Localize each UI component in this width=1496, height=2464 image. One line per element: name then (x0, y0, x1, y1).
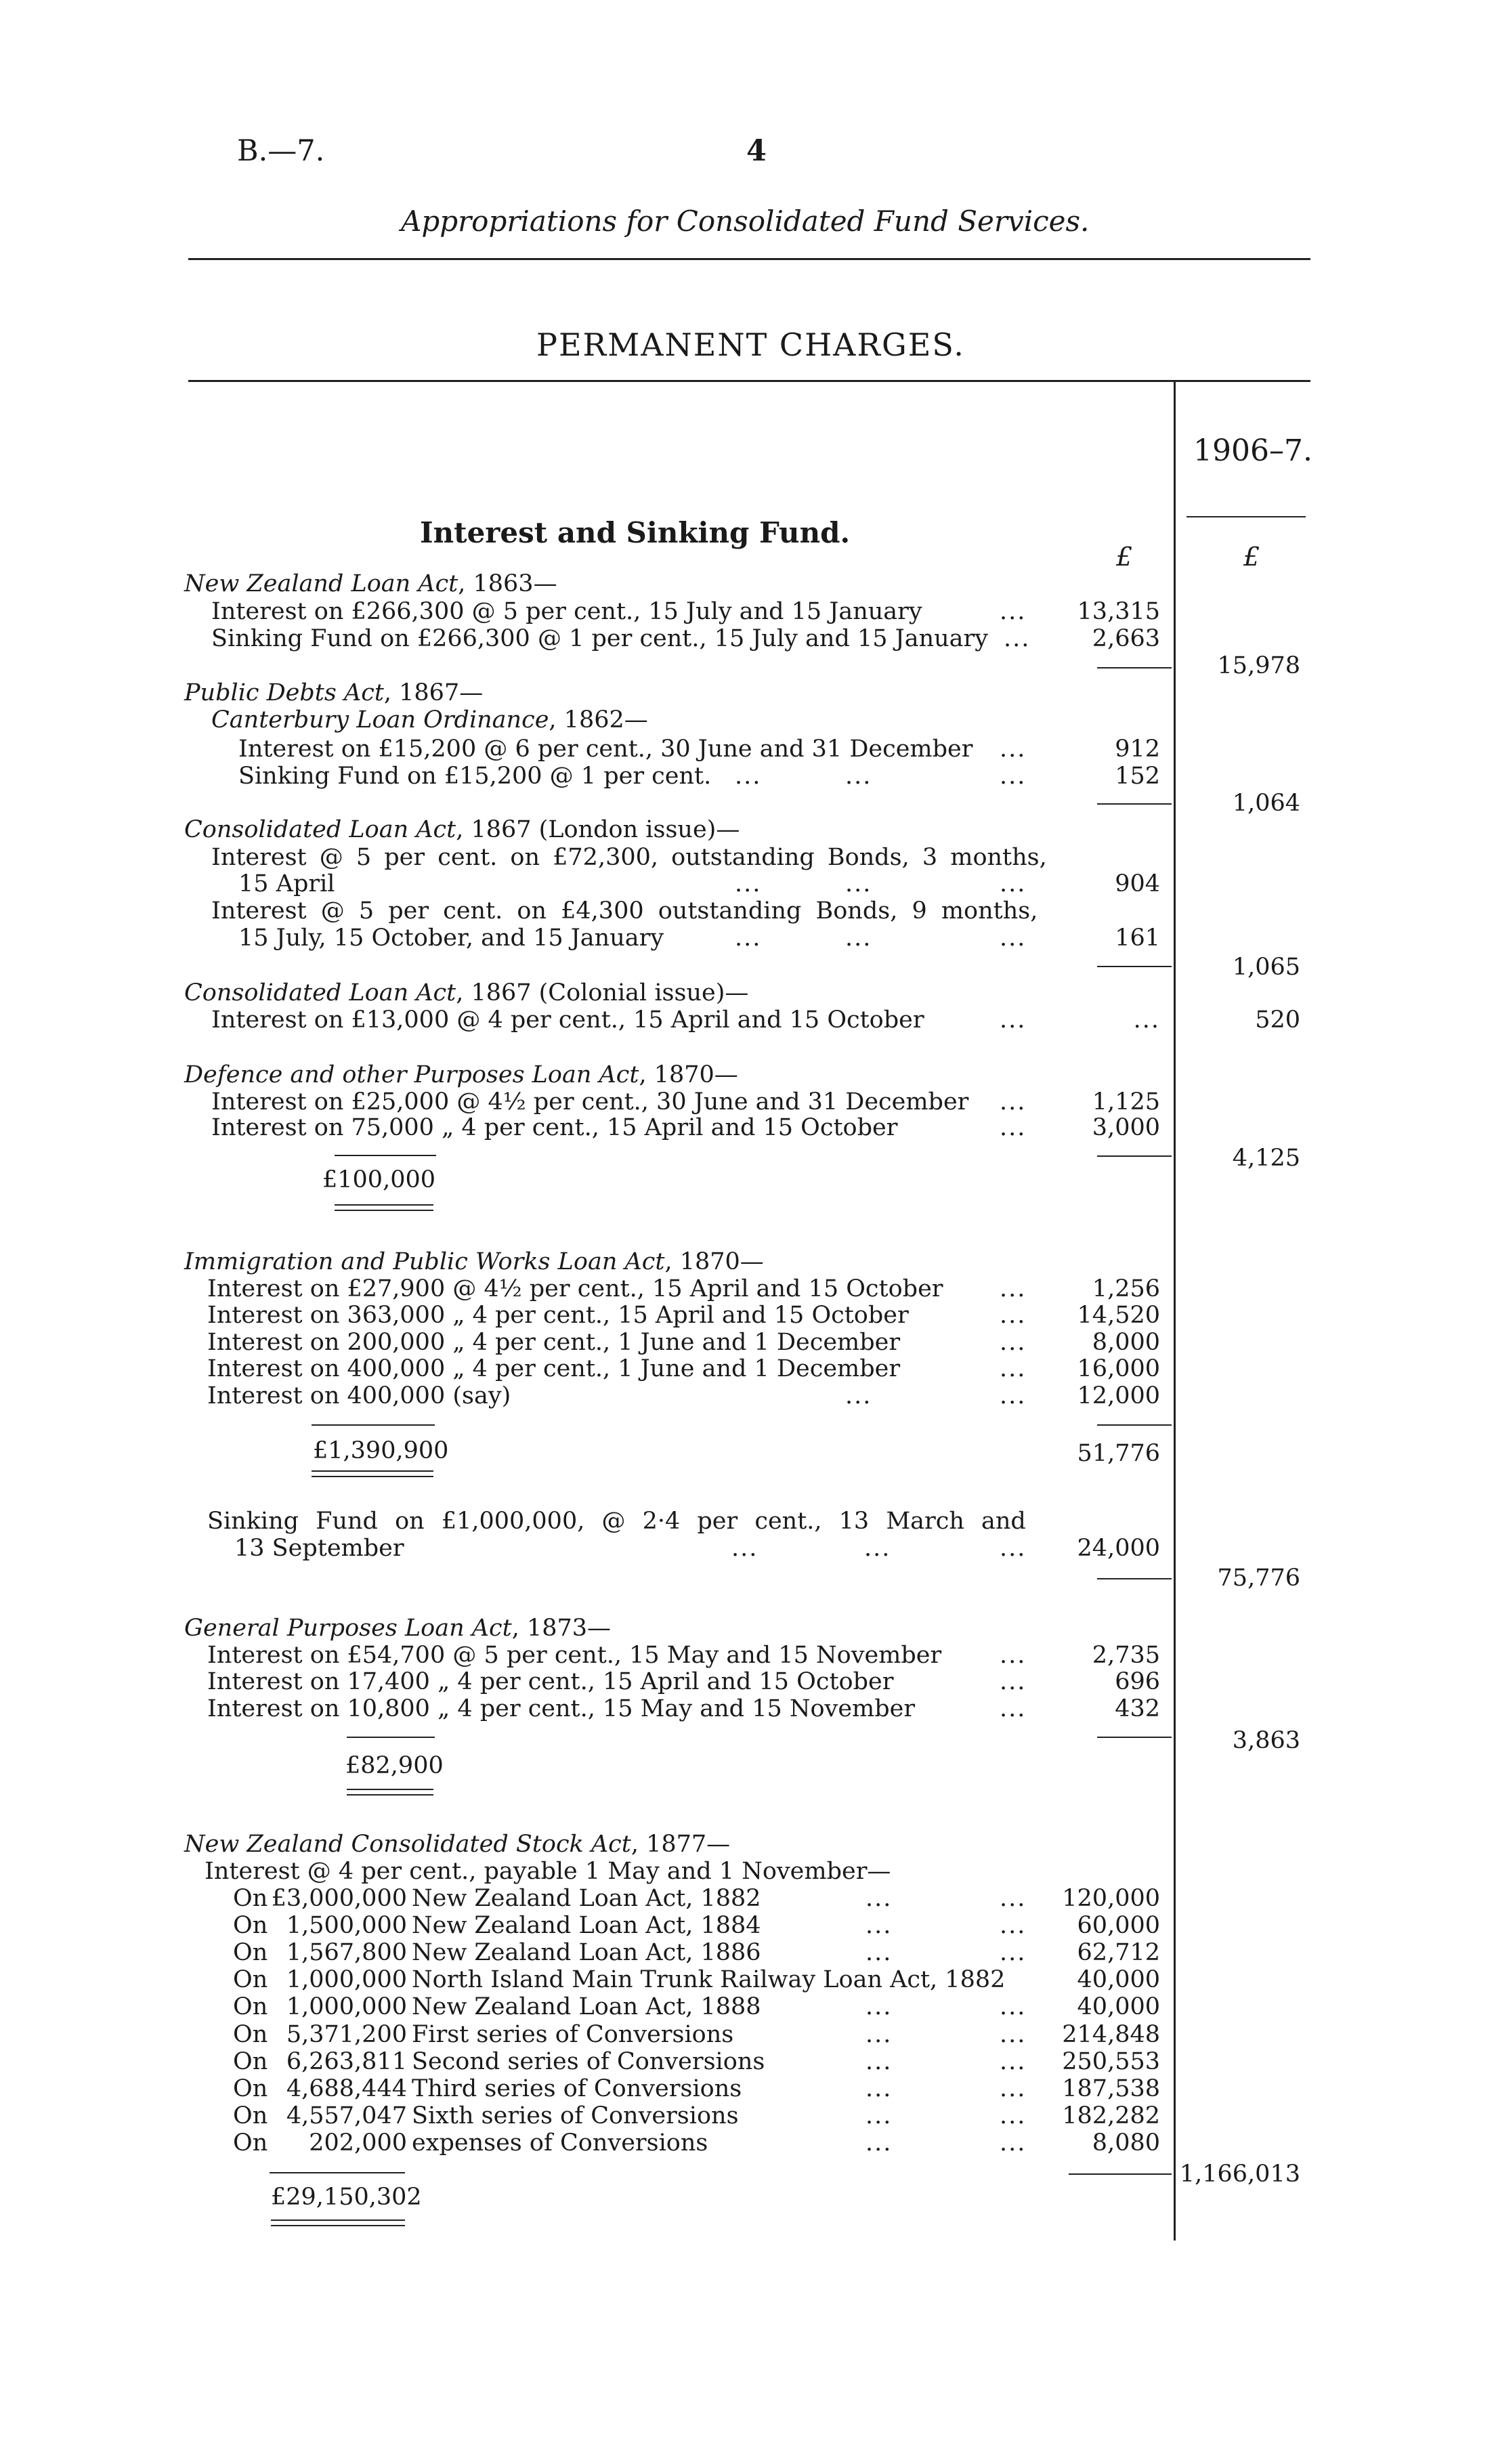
entry-line: Interest on £54,700 @ 5 per cent., 15 May and 15 November (207, 1642, 942, 1669)
leader-dots: ... (1000, 1885, 1027, 1912)
subtotal-rule (1097, 803, 1172, 805)
subtotal-rule (1097, 1424, 1172, 1426)
row-amount: 187,538 (1062, 2075, 1160, 2102)
leader-dots: ... (1000, 736, 1027, 763)
entry-line: Interest on £25,000 @ 4½ per cent., 30 June and 31 December (211, 1088, 969, 1116)
principal-total: £29,150,302 (271, 2184, 422, 2211)
leader-dots: ... (1000, 870, 1027, 897)
row-amount: 40,000 (1077, 1966, 1160, 1993)
row-principal: 202,000 (309, 2129, 407, 2157)
principal-double-rule (347, 1794, 433, 1796)
principal-double-rule (271, 2225, 405, 2226)
subtotal-amount: 51,776 (1077, 1440, 1160, 1467)
entry-amount: 912 (1115, 736, 1160, 763)
leader-dots: ... (865, 1912, 893, 1939)
row-description: New Zealand Loan Act, 1884 (412, 1912, 761, 1939)
leader-dots: ... (1000, 1088, 1027, 1116)
row-prefix: On (233, 1912, 268, 1939)
leader-dots: ... (845, 763, 872, 790)
page-title: PERMANENT CHARGES. (536, 326, 965, 363)
leader-dots: ... (1000, 2102, 1027, 2129)
row-principal: 1,567,800 (286, 1939, 407, 1966)
row-description: North Island Main Trunk Railway Loan Act, 1882 (412, 1966, 1006, 1993)
entry-amount: 12,000 (1077, 1382, 1160, 1409)
column-separator (1174, 380, 1176, 2240)
row-principal: 1,500,000 (286, 1912, 407, 1939)
act-heading: Public Debts Act, 1867— (184, 679, 484, 706)
entry-line: Interest on £27,900 @ 4½ per cent., 15 April and 15 October (207, 1275, 943, 1302)
fiscal-year-heading: 1906–7. (1193, 433, 1312, 468)
row-prefix: On (233, 1966, 268, 1993)
row-description: New Zealand Loan Act, 1888 (412, 1993, 761, 2020)
entry-line: Interest on 200,000 „ 4 per cent., 1 June and 1 December (207, 1329, 901, 1356)
row-principal: 4,557,047 (286, 2102, 407, 2129)
subtotal-rule (1097, 667, 1172, 668)
entry-amount: ... (1133, 1006, 1160, 1034)
subtotal-rule (1097, 966, 1172, 967)
act-heading: New Zealand Consolidated Stock Act, 1877— (184, 1831, 731, 1858)
leader-dots: ... (1000, 1912, 1027, 1939)
row-prefix: On (233, 2075, 268, 2102)
leader-dots: ... (1000, 1382, 1027, 1409)
section-title: Interest and Sinking Fund. (420, 516, 851, 549)
row-prefix: On (233, 2102, 268, 2129)
row-description: expenses of Conversions (412, 2129, 708, 2157)
entry-line: Interest on £266,300 @ 5 per cent., 15 July and 15 January (211, 598, 922, 625)
entry-line: Interest on £15,200 @ 6 per cent., 30 June and 31 December (238, 736, 973, 763)
leader-dots: ... (735, 763, 762, 790)
entry-amount: 8,000 (1092, 1329, 1160, 1356)
entry-amount: 696 (1115, 1668, 1160, 1695)
act-heading: Consolidated Loan Act, 1867 (Colonial issue)— (184, 979, 749, 1006)
entry-line: Interest on 75,000 „ 4 per cent., 15 April and 15 October (211, 1114, 898, 1141)
act-heading: New Zealand Loan Act, 1863— (184, 570, 557, 597)
principal-double-rule (312, 1476, 433, 1477)
entry-line: Sinking Fund on £15,200 @ 1 per cent. (238, 763, 712, 790)
entry-amount: 24,000 (1077, 1535, 1160, 1562)
leader-dots: ... (1000, 2075, 1027, 2102)
entry-line-continued: 15 July, 15 October, and 15 January (238, 925, 664, 952)
leader-dots: ... (1000, 2021, 1027, 2048)
leader-dots: ... (865, 1939, 893, 1966)
leader-dots: ... (865, 2075, 893, 2102)
entry-amount: 2,735 (1092, 1642, 1160, 1669)
leader-dots: ... (735, 925, 762, 952)
entry-amount: 16,000 (1077, 1355, 1160, 1382)
row-amount: 8,080 (1092, 2129, 1160, 2157)
row-principal: £3,000,000 (271, 1885, 407, 1912)
leader-dots: ... (1000, 763, 1027, 790)
leader-dots: ... (1000, 1939, 1027, 1966)
entry-amount: 1,125 (1092, 1088, 1160, 1116)
entry-line: Interest on 400,000 (say) (207, 1382, 511, 1409)
leader-dots: ... (845, 925, 872, 952)
table-top-rule (188, 380, 1310, 382)
row-prefix: On (233, 1939, 268, 1966)
leader-dots: ... (865, 2048, 893, 2075)
section-total: 3,863 (1232, 1727, 1300, 1754)
principal-rule (347, 1737, 435, 1738)
row-principal: 4,688,444 (286, 2075, 407, 2102)
section-total: 520 (1255, 1006, 1300, 1034)
leader-dots: ... (731, 1535, 758, 1562)
leader-dots: ... (1000, 1668, 1027, 1695)
entry-amount: 904 (1115, 870, 1160, 897)
principal-double-rule (347, 1789, 433, 1790)
row-description: Sixth series of Conversions (412, 2102, 739, 2129)
leader-dots: ... (845, 1382, 872, 1409)
entry-line: Interest on £13,000 @ 4 per cent., 15 April and 15 October (211, 1006, 924, 1034)
entry-amount: 3,000 (1092, 1114, 1160, 1141)
row-description: Second series of Conversions (412, 2048, 765, 2075)
entry-line: Interest @ 5 per cent. on £4,300 outstanding Bonds, 9 months, (211, 897, 1038, 925)
row-description: First series of Conversions (412, 2021, 734, 2048)
row-amount: 40,000 (1077, 1993, 1160, 2020)
pound-total-heading: £ (1243, 542, 1260, 572)
principal-double-rule (335, 1210, 433, 1211)
entry-line: Sinking Fund on £266,300 @ 1 per cent., 15 July and 15 January (211, 625, 989, 652)
leader-dots: ... (1000, 1302, 1027, 1329)
subtotal-rule (1097, 1578, 1172, 1579)
row-amount: 60,000 (1077, 1912, 1160, 1939)
year-heading-rule (1187, 516, 1306, 517)
subtotal-rule (1069, 2173, 1172, 2175)
document-reference: B.—7. (237, 134, 325, 168)
entry-amount: 161 (1115, 925, 1160, 952)
leader-dots: ... (1000, 1114, 1027, 1141)
leader-dots: ... (1000, 598, 1027, 625)
principal-rule (312, 1424, 435, 1426)
entry-amount: 13,315 (1077, 598, 1160, 625)
leader-dots: ... (1000, 1642, 1027, 1669)
leader-dots: ... (1000, 1329, 1027, 1356)
leader-dots: ... (865, 2129, 893, 2157)
entry-line-continued: 15 April (238, 870, 335, 897)
row-principal: 6,263,811 (286, 2048, 407, 2075)
entry-amount: 2,663 (1092, 625, 1160, 652)
row-amount: 182,282 (1062, 2102, 1160, 2129)
page-subtitle: Appropriations for Consolidated Fund Services. (401, 205, 1090, 238)
principal-double-rule (271, 2219, 405, 2221)
subtotal-rule (1097, 1155, 1172, 1157)
row-principal: 1,000,000 (286, 1993, 407, 2020)
row-prefix: On (233, 1993, 268, 2020)
act-heading: General Purposes Loan Act, 1873— (184, 1615, 612, 1642)
row-prefix: On (233, 2048, 268, 2075)
interest-intro: Interest @ 4 per cent., payable 1 May and 1 November— (205, 1858, 891, 1885)
entry-line: Interest on 17,400 „ 4 per cent., 15 April and 15 October (207, 1668, 894, 1695)
act-heading: Immigration and Public Works Loan Act, 1870— (184, 1248, 764, 1275)
section-total: 75,776 (1217, 1565, 1300, 1592)
row-amount: 250,553 (1062, 2048, 1160, 2075)
entry-amount: 432 (1115, 1695, 1160, 1722)
row-prefix: On (233, 2021, 268, 2048)
entry-line: Interest @ 5 per cent. on £72,300, outstanding Bonds, 3 months, (211, 844, 1047, 871)
row-description: Third series of Conversions (412, 2075, 742, 2102)
subtotal-rule (1097, 1737, 1172, 1738)
leader-dots: ... (1000, 2129, 1027, 2157)
leader-dots: ... (1000, 2048, 1027, 2075)
principal-rule (270, 2172, 405, 2173)
principal-rule (335, 1155, 436, 1156)
row-description: New Zealand Loan Act, 1886 (412, 1939, 761, 1966)
principal-total: £100,000 (322, 1166, 436, 1193)
sinking-fund-line: Sinking Fund on £1,000,000, @ 2·4 per cent., 13 March and (207, 1508, 1026, 1535)
leader-dots: ... (865, 1993, 893, 2020)
leader-dots: ... (1000, 925, 1027, 952)
section-total: 1,065 (1232, 954, 1300, 981)
principal-double-rule (312, 1470, 433, 1472)
leader-dots: ... (845, 870, 872, 897)
section-total: 1,166,013 (1179, 2161, 1300, 2188)
page-number: 4 (746, 134, 767, 168)
leader-dots: ... (1000, 1535, 1027, 1562)
entry-line: Interest on 10,800 „ 4 per cent., 15 May and 15 November (207, 1695, 916, 1722)
row-prefix: On (233, 1885, 268, 1912)
entry-amount: 14,520 (1077, 1302, 1160, 1329)
leader-dots: ... (1000, 1355, 1027, 1382)
header-divider (188, 258, 1310, 260)
entry-line: Interest on 363,000 „ 4 per cent., 15 April and 15 October (207, 1302, 909, 1329)
entry-line: Interest on 400,000 „ 4 per cent., 1 June and 1 December (207, 1355, 901, 1382)
section-total: 4,125 (1232, 1145, 1300, 1172)
row-description: New Zealand Loan Act, 1882 (412, 1885, 761, 1912)
leader-dots: ... (864, 1535, 891, 1562)
entry-amount: 152 (1115, 763, 1160, 790)
leader-dots: ... (1000, 1695, 1027, 1722)
sinking-fund-line-continued: 13 September (234, 1535, 404, 1562)
leader-dots: ... (1000, 1993, 1027, 2020)
leader-dots: ... (735, 870, 762, 897)
leader-dots: ... (1004, 625, 1031, 652)
section-total: 1,064 (1232, 790, 1300, 817)
pound-column-heading: £ (1116, 542, 1133, 572)
row-principal: 1,000,000 (286, 1966, 407, 1993)
leader-dots: ... (1000, 1275, 1027, 1302)
row-principal: 5,371,200 (286, 2021, 407, 2048)
leader-dots: ... (865, 2021, 893, 2048)
row-amount: 120,000 (1062, 1885, 1160, 1912)
principal-double-rule (335, 1204, 433, 1206)
leader-dots: ... (865, 2102, 893, 2129)
leader-dots: ... (1000, 1006, 1027, 1034)
act-heading: Defence and other Purposes Loan Act, 1870— (184, 1061, 738, 1088)
leader-dots: ... (865, 1885, 893, 1912)
act-heading: Consolidated Loan Act, 1867 (London issue)— (184, 816, 740, 843)
sub-act-heading: Canterbury Loan Ordinance, 1862— (211, 706, 648, 734)
entry-amount: 1,256 (1092, 1275, 1160, 1302)
section-total: 15,978 (1217, 652, 1300, 679)
row-amount: 214,848 (1062, 2021, 1160, 2048)
principal-total: £82,900 (345, 1752, 444, 1779)
row-amount: 62,712 (1077, 1939, 1160, 1966)
principal-total: £1,390,900 (313, 1437, 449, 1464)
row-prefix: On (233, 2129, 268, 2157)
